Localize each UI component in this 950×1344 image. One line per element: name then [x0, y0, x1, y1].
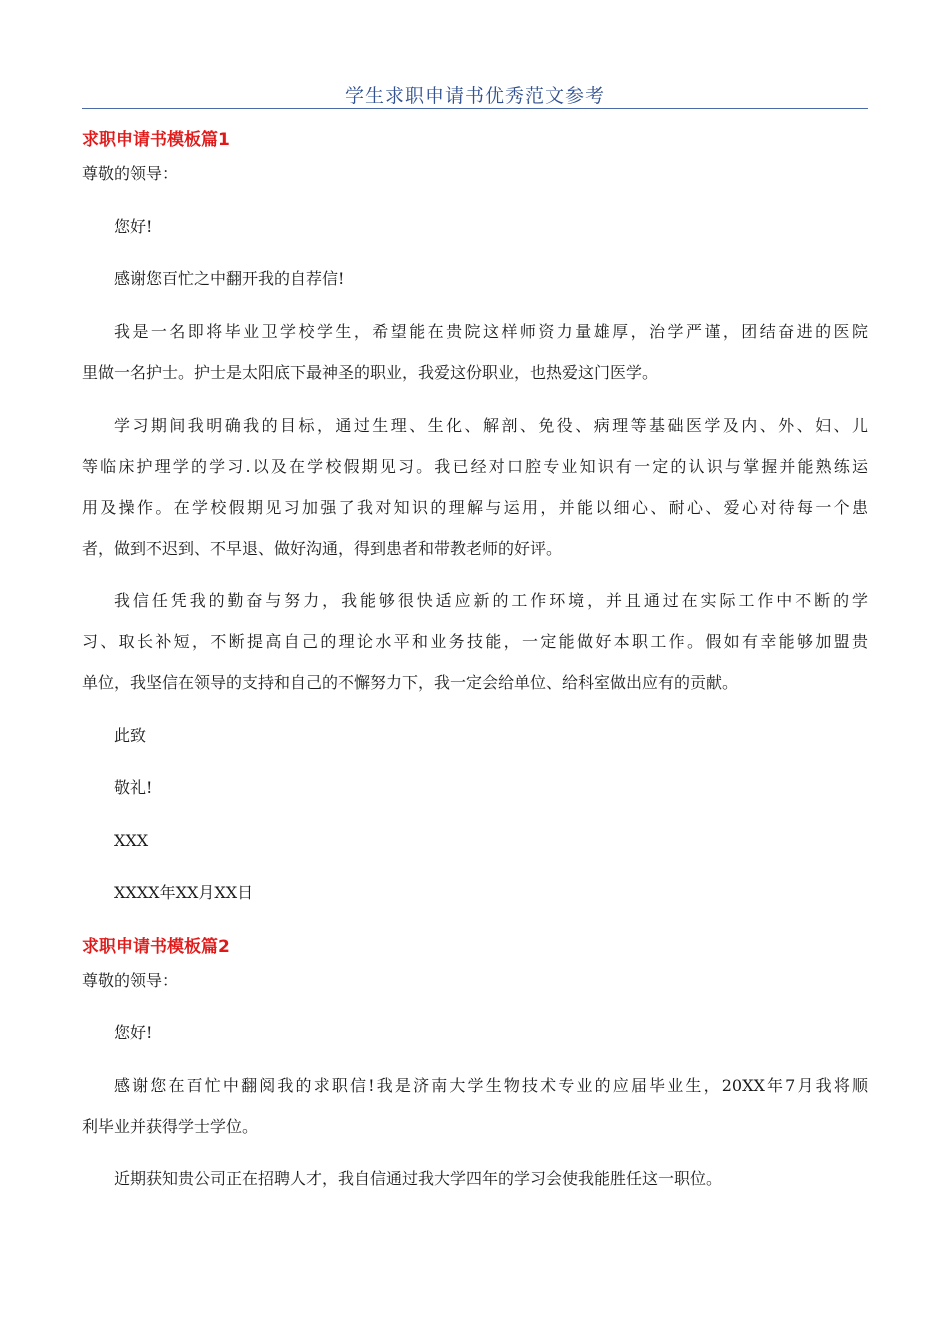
greeting: 您好! — [114, 217, 153, 236]
closing: 敬礼! — [114, 778, 153, 797]
date: XXXX年XX月XX日 — [114, 883, 254, 902]
page-title: 学生求职申请书优秀范文参考 — [344, 85, 605, 107]
paragraph-line: 用及操作。在学校假期见习加强了我对知识的理解与运用，并能以细心、耐心、爱心对待每一个患 — [82, 498, 868, 517]
closing: 此致 — [114, 726, 147, 745]
salutation: 尊敬的领导： — [82, 164, 179, 183]
signature: XXX — [114, 831, 149, 850]
header-divider — [82, 108, 868, 109]
greeting: 您好! — [114, 1023, 153, 1042]
paragraph-line: 利毕业并获得学士学位。 — [82, 1117, 259, 1136]
paragraph-line: 我是一名即将毕业卫学校学生，希望能在贵院这样师资力量雄厚，治学严谨，团结奋进的医院 — [114, 322, 868, 341]
paragraph-line: 等临床护理学的学习.以及在学校假期见习。我已经对口腔专业知识有一定的认识与掌握并能熟练运 — [82, 457, 868, 476]
paragraph-line: 习、取长补短，不断提高自己的理论水平和业务技能，一定能做好本职工作。假如有幸能够加盟贵 — [82, 632, 868, 651]
paragraph-line: 感谢您在百忙中翻阅我的求职信!我是济南大学生物技术专业的应届毕业生，20XX年7月我将顺 — [114, 1076, 868, 1095]
paragraph: 感谢您百忙之中翻开我的自荐信! — [114, 269, 345, 288]
paragraph: 近期获知贵公司正在招聘人才，我自信通过我大学四年的学习会使我能胜任这一职位。 — [114, 1169, 723, 1188]
section-title-2: 求职申请书模板篇2 — [82, 937, 230, 957]
paragraph-line: 者，做到不迟到、不早退、做好沟通，得到患者和带教老师的好评。 — [82, 539, 563, 558]
salutation: 尊敬的领导： — [82, 971, 179, 990]
paragraph-line: 我信任凭我的勤奋与努力，我能够很快适应新的工作环境，并且通过在实际工作中不断的学 — [114, 591, 868, 610]
paragraph-line: 里做一名护士。护士是太阳底下最神圣的职业，我爱这份职业，也热爱这门医学。 — [82, 363, 659, 382]
paragraph-line: 单位，我坚信在领导的支持和自己的不懈努力下，我一定会给单位、给科室做出应有的贡献。 — [82, 673, 739, 692]
paragraph-line: 学习期间我明确我的目标，通过生理、生化、解剖、免役、病理等基础医学及内、外、妇、儿 — [114, 416, 868, 435]
section-title-1: 求职申请书模板篇1 — [82, 130, 230, 150]
